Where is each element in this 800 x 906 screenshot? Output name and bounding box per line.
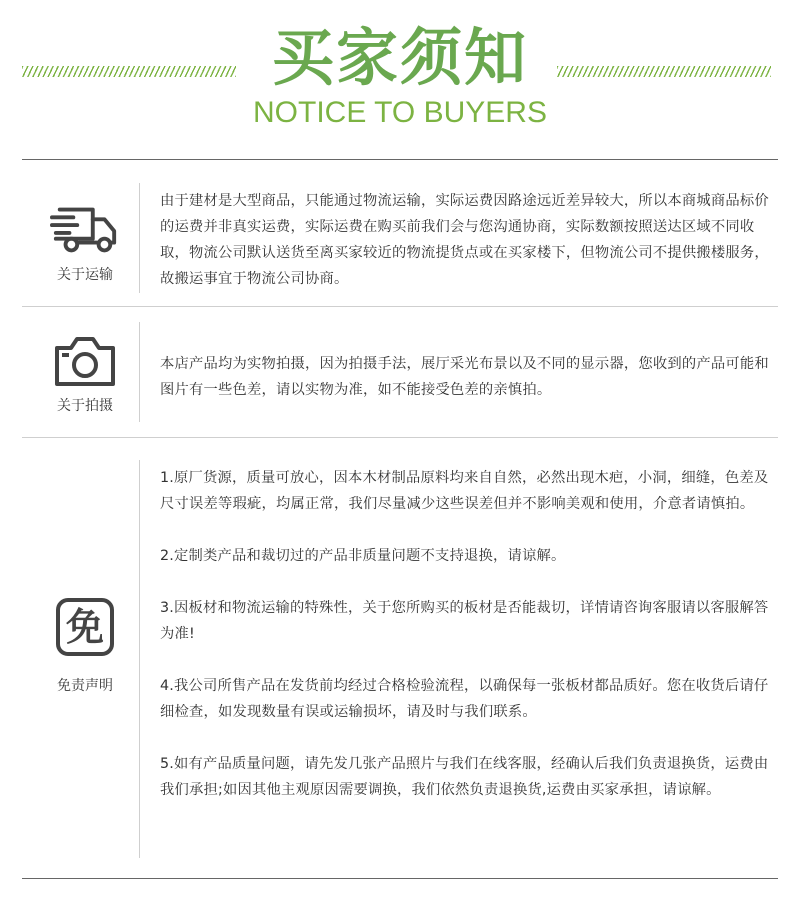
paragraph: 由于建材是大型商品，只能通过物流运输，实际运费因路途远近差异较大，所以本商城商品标价的运费并非真实运费，实际运费在购买前我们会与您沟通协商，实际数额按照送达区域不同收取，物流公司默认送货至离买家较近的物流提货点或在买家楼下，但物流公司不提供搬楼服务，故搬运事宜于物流公司协商。 (160, 193, 769, 287)
section-text-shipping (160, 188, 780, 292)
paragraph: 5.如有产品质量问题，请先发几张产品照片与我们在线客服，经确认后我们负责退换货，运费由我们承担;如因其他主观原因需要调换，我们依然负责退换货,运费由买家承担，请谅解。 (160, 756, 769, 798)
section-divider-vertical (139, 183, 140, 293)
section-label-disclaimer: 免责声明 (57, 678, 113, 694)
section-divider-vertical (139, 460, 140, 858)
disclaimer-icon-glyph: 免 (56, 598, 114, 656)
page-subtitle: NOTICE TO BUYERS (253, 96, 547, 129)
section-text-photography (160, 351, 780, 403)
section-label-photography: 关于拍摄 (57, 398, 113, 414)
footer-divider (22, 878, 778, 879)
paragraph: 1.原厂货源，质量可放心，因本木材制品原料均来自自然，必然出现木疤，小洞，细缝，色差及尺寸误差等瑕疵，均属正常，我们尽量减少这些误差但并不影响美观和使用，介意者请慎拍。 (160, 470, 769, 512)
disclaimer-icon (50, 598, 120, 656)
section-divider (22, 306, 778, 307)
section-text-disclaimer (160, 465, 780, 803)
section-divider (22, 437, 778, 438)
delivery-truck-icon (50, 203, 120, 255)
camera-icon (50, 334, 120, 388)
page-title: 买家须知 (271, 21, 528, 94)
section-divider-vertical (139, 322, 140, 422)
paragraph: 4.我公司所售产品在发货前均经过合格检验流程，以确保每一张板材都品质好。您在收货后请仔细检查，如发现数量有误或运输损坏，请及时与我们联系。 (160, 678, 769, 720)
paragraph: 3.因板材和物流运输的特殊性，关于您所购买的板材是否能裁切，详情请咨询客服请以客服解答为准! (160, 600, 769, 642)
header-divider (22, 159, 778, 160)
paragraph: 2.定制类产品和裁切过的产品非质量问题不支持退换，请谅解。 (160, 548, 566, 564)
section-label-shipping: 关于运输 (57, 267, 113, 283)
paragraph: 本店产品均为实物拍摄，因为拍摄手法，展厅采光布景以及不同的显示器，您收到的产品可能和图片有一些色差，请以实物为准，如不能接受色差的亲慎拍。 (160, 356, 769, 398)
